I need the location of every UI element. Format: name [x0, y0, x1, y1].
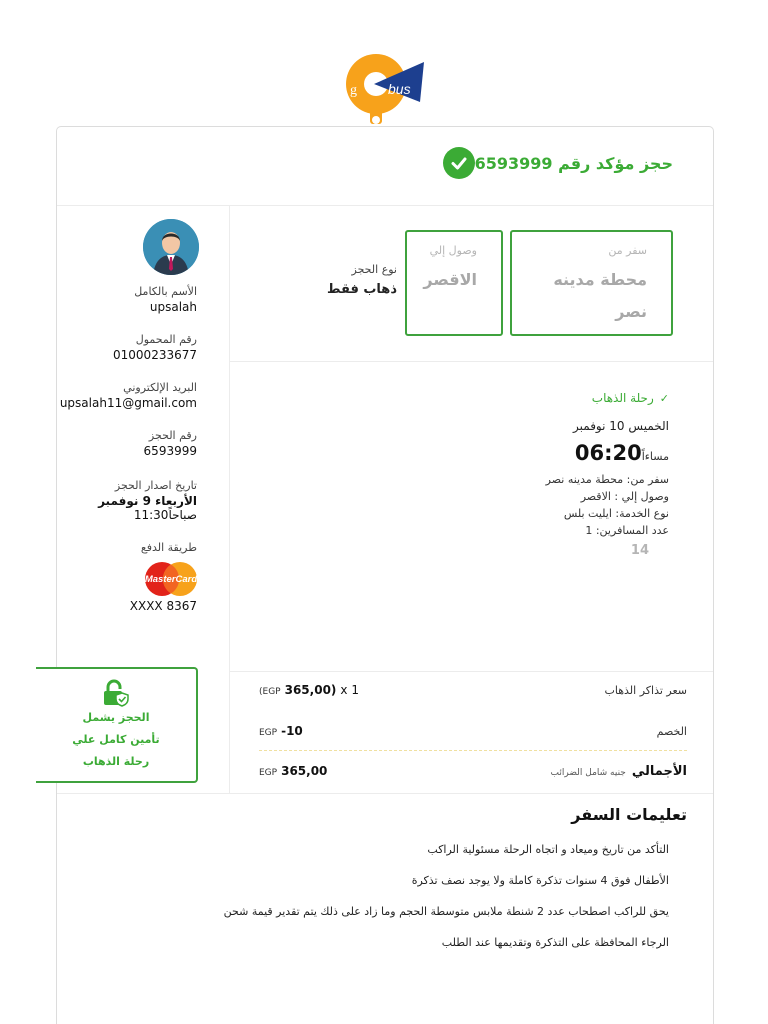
ticket-qty: x 1 [340, 683, 359, 697]
gobus-logo [346, 50, 426, 126]
trip-service: نوع الخدمة: ايليت بلس [563, 507, 669, 520]
customer-name [134, 285, 197, 314]
name-value: upsalah [149, 300, 197, 314]
divider [229, 361, 713, 362]
card-number: XXXX 8367 [129, 599, 197, 613]
from-value-line2: نصر [615, 302, 647, 321]
instruction-item: يحق للراكب اصطحاب عدد 2 شنطة ملابس متوسطة الحجم وما زاد على ذلك يتم تقدير قيمة شحن [223, 905, 669, 918]
insurance-line1: الحجز يشمل [82, 711, 150, 724]
mastercard-icon [143, 561, 199, 597]
insurance-line3: رحلة الذهاب [82, 755, 150, 768]
logo-text: bus [388, 81, 411, 97]
issue-date [98, 479, 197, 522]
confirmation-header [435, 145, 673, 181]
booking-card [56, 126, 714, 1024]
booking-type [327, 263, 397, 297]
trip-label-text: رحلة الذهاب [591, 391, 654, 405]
booking-type-label: نوع الحجز [351, 263, 397, 276]
from-value [553, 264, 647, 328]
ticket-price-row [259, 678, 687, 702]
trip-from: سفر من: محطة مدينه نصر [545, 473, 669, 486]
phone-value: 01000233677 [113, 348, 197, 362]
divider [229, 671, 713, 672]
trip-date: الخميس 10 نوفمبر [573, 419, 669, 433]
booking-type-value: ذهاب فقط [327, 282, 397, 297]
instruction-item: الرجاء المحافظة على التذكرة وتقديمها عند الطلب [441, 936, 669, 949]
divider [229, 205, 230, 793]
to-value: الاقصر [423, 270, 477, 289]
logo-prefix: g [350, 83, 357, 98]
email-value: upsalah11@gmail.com [59, 396, 197, 410]
total-price [259, 764, 327, 778]
ticket-currency: (EGP [259, 687, 281, 697]
total-row [259, 759, 687, 783]
ticket-amount: 365,00) [284, 683, 337, 697]
issue-date-label: تاريخ اصدار الحجز [114, 479, 197, 492]
total-note: جنيه شامل الضرائب [550, 767, 626, 778]
booking-number [144, 429, 197, 458]
discount-currency: EGP [259, 728, 278, 738]
customer-email [60, 381, 197, 410]
from-station-box [510, 230, 673, 336]
dashed-divider [259, 750, 687, 751]
name-label: الأسم بالكامل [134, 285, 197, 298]
payment-method [141, 541, 197, 554]
discount-price [259, 724, 303, 738]
issue-time-value: 11:30صباحاً [133, 508, 197, 522]
customer-phone [113, 333, 197, 362]
booking-number-value: 6593999 [143, 444, 197, 458]
issue-date-value: الأربعاء 9 نوفمبر [98, 494, 197, 508]
to-label: وصول إلي [429, 244, 477, 257]
discount-row [259, 719, 687, 743]
email-label: البريد الإلكتروني [123, 381, 197, 394]
divider [57, 205, 713, 206]
divider [57, 793, 713, 794]
total-currency: EGP [259, 768, 278, 778]
check-icon: ✓ [659, 391, 669, 405]
trip-time-value: 06:20 [574, 441, 642, 465]
trip-to: وصول إلي : الاقصر [580, 490, 669, 503]
instruction-item: الأطفال فوق 4 سنوات تذكرة كاملة ولا يوجد نصف تذكرة [411, 874, 669, 887]
to-station-box [405, 230, 503, 336]
insurance-icon [102, 679, 130, 707]
trip-label [369, 391, 669, 405]
payment-label: طريقة الدفع [140, 541, 197, 554]
trip-ampm: مساءاً [641, 450, 669, 463]
instruction-item: التأكد من تاريخ وميعاد و اتجاه الرحلة مسئولية الراكب [427, 843, 669, 856]
avatar [143, 219, 199, 275]
ticket-label: سعر تذاكر الذهاب [604, 683, 687, 697]
discount-amount: -10 [281, 724, 303, 738]
phone-label: رقم المحمول [135, 333, 197, 346]
card-brand: MasterCard [144, 574, 198, 585]
insurance-line2: تأمين كامل علي [72, 733, 160, 746]
total-label: الأجمالي [631, 763, 687, 779]
check-circle-icon [443, 147, 475, 179]
from-label: سفر من [608, 244, 647, 257]
total-label-group [551, 764, 687, 779]
confirmation-text: حجز مؤكد رقم 6593999 [474, 153, 673, 173]
discount-label: الخصم [656, 724, 687, 738]
ticket-price [259, 683, 359, 697]
total-amount: 365,00 [281, 764, 328, 778]
trip-time [369, 441, 669, 465]
seat-number: 14 [630, 543, 649, 558]
booking-number-label: رقم الحجز [148, 429, 197, 442]
trip-passengers: عدد المسافرين: 1 [585, 524, 669, 537]
instructions-title: تعليمات السفر [571, 805, 687, 824]
trip-details [369, 391, 669, 558]
from-value-line1: محطة مدينه [553, 270, 647, 289]
insurance-badge [36, 667, 198, 783]
